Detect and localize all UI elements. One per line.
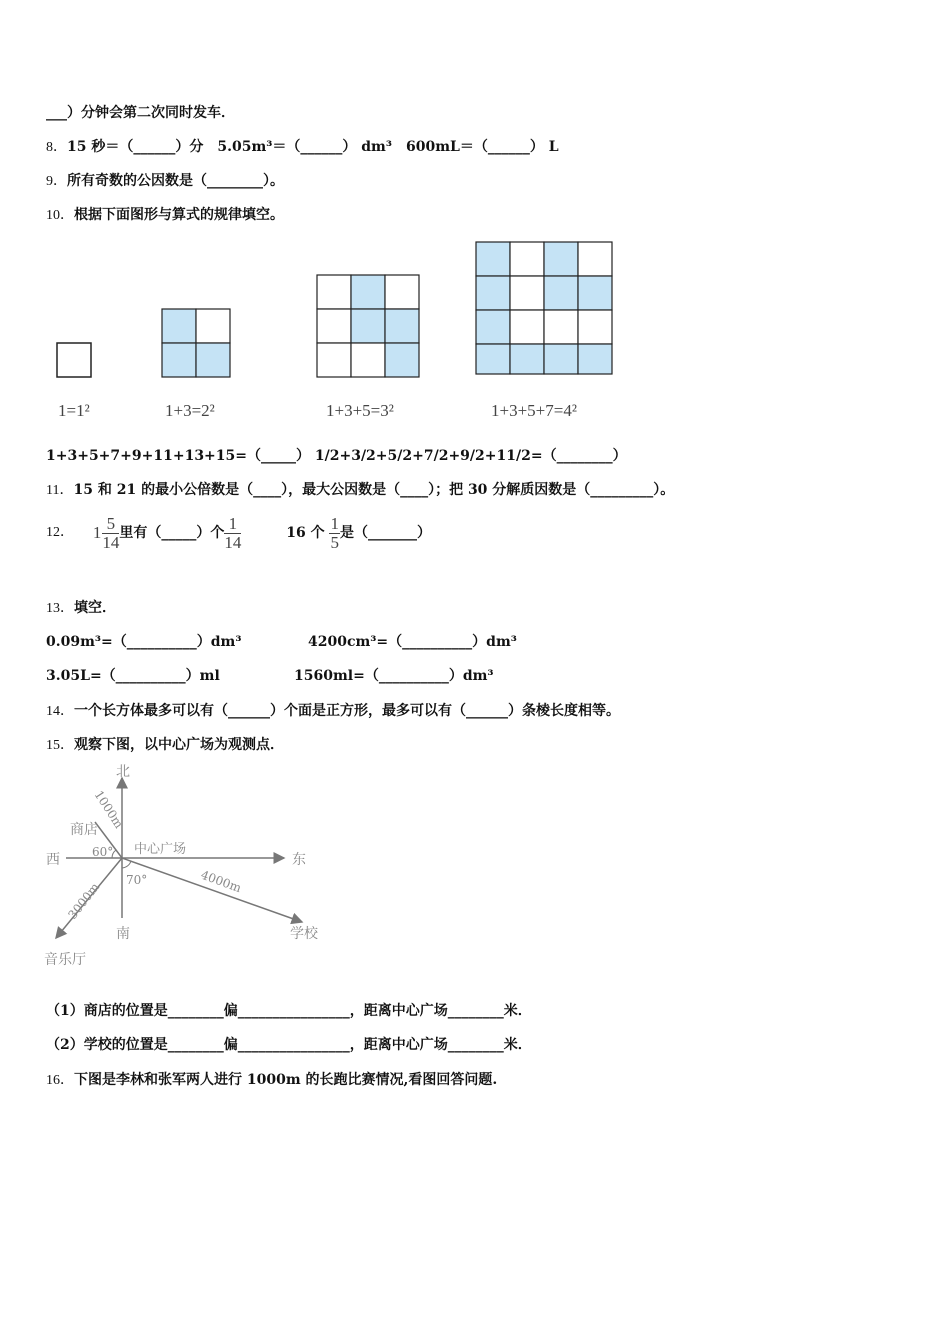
north-label: 北 xyxy=(116,764,130,780)
q13-row2a: 3.05L=（__________）ml xyxy=(46,668,220,684)
square-2x2 xyxy=(162,309,230,377)
question-8 xyxy=(46,138,559,157)
question-number: 13． xyxy=(46,601,74,616)
direction-map xyxy=(40,760,340,970)
question-text: 根据下面图形与算式的规律填空。 xyxy=(74,207,284,223)
q13-row1b: 4200cm³=（__________）dm³ xyxy=(308,634,517,650)
question-number: 15． xyxy=(46,738,74,753)
question-text: 所有奇数的公因数是（________）。 xyxy=(67,173,284,189)
question-16 xyxy=(46,1071,497,1090)
east-label: 东 xyxy=(292,852,306,868)
school-angle: 70° xyxy=(126,873,148,887)
shop-distance: 1000m xyxy=(91,788,127,831)
school-ray xyxy=(122,858,302,922)
fraction-one-fourteenth: $\frac{1}{14}$ xyxy=(224,513,242,552)
square-4x4 xyxy=(476,242,612,374)
mixed-number-whole: 1 xyxy=(92,523,102,542)
q15-sub2: （2）学校的位置是________偏________________，距离中心广场________米． xyxy=(46,1037,532,1053)
question-text: 下图是李林和张军两人进行 1000m 的长跑比赛情况,看图回答问题. xyxy=(74,1072,498,1088)
caption-4: 1+3+5+7=4² xyxy=(491,401,577,420)
caption-2: 1+3=2² xyxy=(165,401,215,420)
school-label: 学校 xyxy=(290,926,318,942)
shop-label: 商店 xyxy=(70,822,98,838)
square-3x3 xyxy=(317,275,419,377)
question-11 xyxy=(46,481,674,500)
west-label: 西 xyxy=(46,852,60,868)
question-12: 12． 1 $\frac{5}{14}$ 里有（_____）个 $\frac{1}{14}$ 16 个 $\frac{1}{5}$ 是（_______） xyxy=(46,513,431,552)
question-number: 10． xyxy=(46,208,74,223)
question-text: 一个长方体最多可以有（______）个面是正方形，最多可以有（______）条棱长度相等。 xyxy=(74,703,620,719)
q7-tail: ___）分钟会第二次同时发车． xyxy=(46,105,235,121)
south-label: 南 xyxy=(116,926,130,942)
question-text: 填空． xyxy=(74,600,116,616)
q13-row2b: 1560ml=（__________）dm³ xyxy=(294,668,494,684)
question-10 xyxy=(46,206,284,225)
question-text: 15 和 21 的最小公倍数是（____），最大公因数是（____）；把 30 分解质因数是（_________）。 xyxy=(73,482,675,498)
question-text: 15 秒＝（______）分 5.05m³＝（______） dm³ 600mL＝（______） L xyxy=(67,139,559,155)
question-15 xyxy=(46,736,284,755)
square-pattern-figure xyxy=(0,238,620,388)
caption-1: 1=1² xyxy=(58,401,90,420)
question-13 xyxy=(46,599,116,618)
mixed-number-fraction: $\frac{5}{14}$ xyxy=(102,513,120,552)
question-number: 14． xyxy=(46,704,74,719)
fraction-one-fifth: $\frac{1}{5}$ xyxy=(330,513,339,552)
question-number: 11． xyxy=(46,483,74,498)
question-number: 16． xyxy=(46,1073,74,1088)
school-distance: 4000m xyxy=(198,867,244,896)
square-1x1 xyxy=(57,343,91,377)
hall-label: 音乐厅 xyxy=(44,952,86,968)
question-text: 观察下图，以中心广场为观测点． xyxy=(74,737,284,753)
hall-distance: 3000m xyxy=(65,880,103,922)
question-number: 12． xyxy=(46,525,74,540)
caption-3: 1+3+5=3² xyxy=(326,401,394,420)
q10-fill-line: 1+3+5+7+9+11+13+15=（_____） 1/2+3/2+5/2+7/2+9/2+11/2=（________） xyxy=(46,448,627,464)
question-9 xyxy=(46,172,284,191)
q15-sub1: （1）商店的位置是________偏________________，距离中心广场________米． xyxy=(46,1003,532,1019)
question-number: 8． xyxy=(46,140,67,155)
question-14 xyxy=(46,702,620,721)
center-label: 中心广场 xyxy=(134,842,187,857)
question-number: 9． xyxy=(46,174,67,189)
shop-angle: 60° xyxy=(92,845,114,859)
q13-row1a: 0.09m³=（__________）dm³ xyxy=(46,634,242,650)
